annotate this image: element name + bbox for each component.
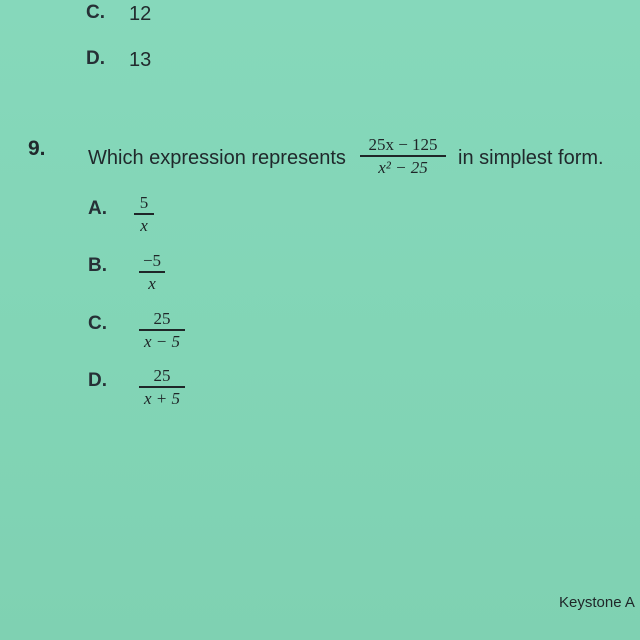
option-a-denominator: x bbox=[140, 215, 148, 235]
prev-option-d-letter: D. bbox=[86, 48, 105, 69]
option-c-fraction bbox=[139, 309, 185, 352]
prev-option-d-value: 13 bbox=[129, 49, 152, 71]
question-number: 9. bbox=[28, 137, 46, 160]
option-a-fraction bbox=[134, 193, 154, 236]
option-d-letter: D. bbox=[88, 370, 107, 391]
fraction-bar bbox=[139, 329, 185, 331]
fraction-bar bbox=[139, 271, 165, 273]
prev-option-c-value: 12 bbox=[129, 3, 152, 25]
question-fraction-numerator: 25x − 125 bbox=[368, 135, 438, 154]
option-a-numerator: 5 bbox=[139, 193, 149, 212]
option-b-fraction bbox=[139, 251, 165, 294]
footer-text: Keystone A bbox=[559, 594, 635, 611]
option-b-numerator: −5 bbox=[142, 251, 162, 270]
option-b-letter: B. bbox=[88, 255, 107, 276]
option-c-letter: C. bbox=[88, 313, 107, 334]
option-c-denominator: x − 5 bbox=[143, 331, 181, 351]
fraction-bar bbox=[139, 386, 185, 388]
option-d-numerator: 25 bbox=[153, 366, 171, 385]
question-text-after: in simplest form. bbox=[458, 147, 604, 169]
option-c-numerator: 25 bbox=[153, 309, 171, 328]
option-d-denominator: x + 5 bbox=[143, 388, 181, 408]
question-fraction bbox=[360, 135, 446, 178]
prev-option-c-letter: C. bbox=[86, 2, 105, 23]
question-fraction-denominator: x² − 25 bbox=[378, 157, 428, 177]
fraction-bar bbox=[360, 155, 446, 157]
fraction-bar bbox=[134, 213, 154, 215]
option-d-fraction bbox=[139, 366, 185, 409]
option-b-denominator: x bbox=[148, 273, 156, 293]
question-text-before: Which expression represents bbox=[88, 147, 346, 169]
option-a-letter: A. bbox=[88, 198, 107, 219]
